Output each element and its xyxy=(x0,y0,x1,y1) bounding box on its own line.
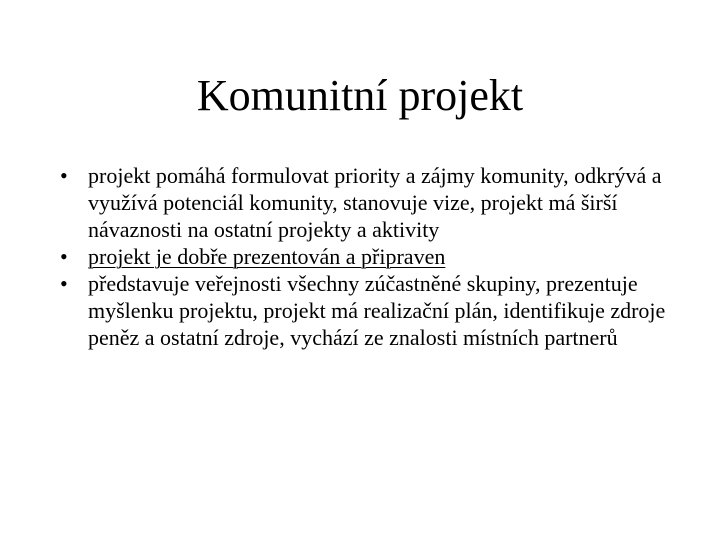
bullet-text: projekt pomáhá formulovat priority a zájmy komunity, odkrývá a využívá potenciál komunity, stanovuje vize, projekt má širší návaznosti na ostatní projekty a aktivity xyxy=(88,163,662,242)
bullet-text: představuje veřejnosti všechny zúčastněné skupiny, prezentuje myšlenku projektu, projekt má realizační plán, identifikuje zdroje peněz a ostatní zdroje, vychází ze znalosti místních partnerů xyxy=(88,271,666,350)
bullet-marker: • xyxy=(60,271,68,296)
bullet-text-underlined: projekt je dobře prezentován a připraven xyxy=(88,244,446,269)
bullet-item xyxy=(60,162,680,243)
bullet-marker: • xyxy=(60,244,68,269)
slide-title: Komunitní projekt xyxy=(196,71,524,120)
bullet-marker: • xyxy=(60,163,68,188)
bullet-item xyxy=(60,243,680,270)
bullet-list xyxy=(60,162,680,351)
bullet-item xyxy=(60,270,680,351)
